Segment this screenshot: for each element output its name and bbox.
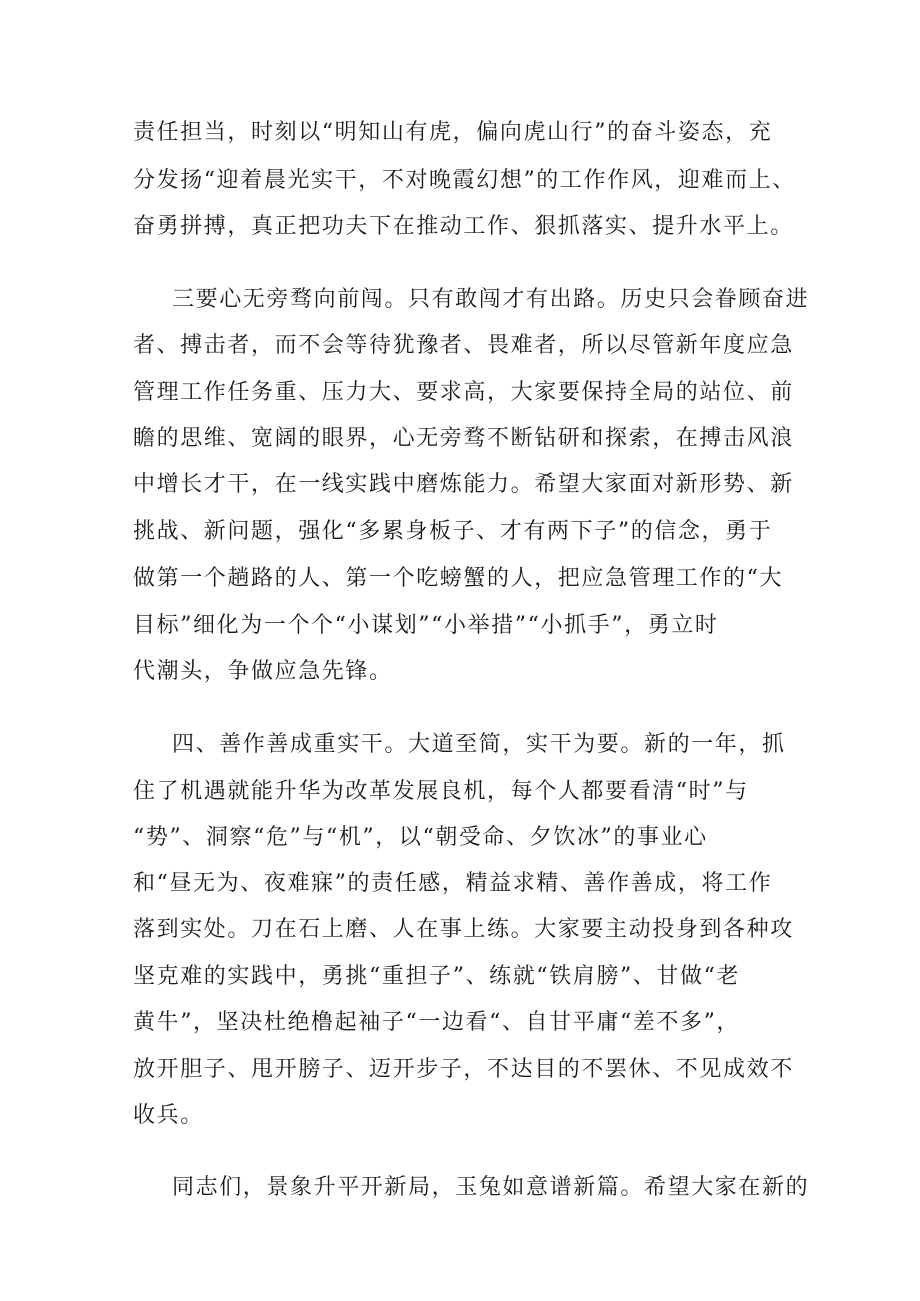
paragraph-line: 中增长才干，在一线实践中磨炼能力。希望大家面对新形势、新: [133, 472, 794, 497]
paragraph-line: 坚克难的实践中，勇挑“重担子”、练就“铁肩膀”、甘做“老: [133, 964, 741, 989]
paragraph-line: 奋勇拼搏，真正把功夫下在推动工作、狠抓落实、提升水平上。: [133, 214, 794, 239]
paragraph-line: 目标”细化为一个个“小谋划”“小举措”“小抓手”，勇立时: [133, 613, 719, 638]
paragraph-line: 和“昼无为、夜难寐”的责任感，精益求精、善作善成，将工作: [133, 871, 773, 896]
paragraph-line: 瞻的思维、宽阔的眼界，心无旁骛不断钻研和探索，在搏击风浪: [133, 426, 794, 451]
paragraph-line: 黄牛”，坚决杜绝橹起袖子“一边看“、自甘平庸“差不多”，: [133, 1010, 741, 1035]
paragraph-line: 收兵。: [133, 1103, 204, 1128]
paragraph-line: 责任担当，时刻以“明知山有虎，偏向虎山行”的奋斗姿态，充: [133, 120, 773, 145]
paragraph-line: 四、善作善成重实干。大道至简，实干为要。新的一年，抓: [172, 732, 786, 757]
paragraph-line: 落到实处。刀在石上磨、人在事上练。大家要主动投身到各种攻: [133, 917, 794, 942]
paragraph-line: 者、搏击者，而不会等待犹豫者、畏难者，所以尽管新年度应急: [133, 333, 794, 358]
paragraph-line: 做第一个趟路的人、第一个吃螃蟹的人，把应急管理工作的“大: [133, 566, 784, 591]
paragraph-line: 管理工作任务重、压力大、要求高，大家要保持全局的站位、前: [133, 380, 794, 405]
paragraph-line: 分发扬“迎着晨光实干，不对晚霞幻想”的工作作风，迎难而上、: [133, 168, 796, 193]
paragraph-line: 同志们，景象升平开新局，玉兔如意谱新篇。希望大家在新的: [172, 1175, 810, 1200]
paragraph-line: “势”、洞察“危”与“机”，以“朝受命、夕饮冰”的事业心: [133, 825, 708, 850]
paragraph-line: 代潮头，争做应急先锋。: [133, 659, 393, 684]
paragraph-line: 三要心无旁骛向前闯。只有敢闯才有出路。历史只会眷顾奋进: [172, 287, 810, 312]
paragraph-line: 放开胆子、甩开膀子、迈开步子，不达目的不罢休、不见成效不: [133, 1057, 794, 1082]
paragraph-line: 住了机遇就能升华为改革发展良机，每个人都要看清“时”与: [133, 779, 749, 804]
paragraph-line: 挑战、新问题，强化“多累身板子、才有两下子”的信念，勇于: [133, 519, 773, 544]
